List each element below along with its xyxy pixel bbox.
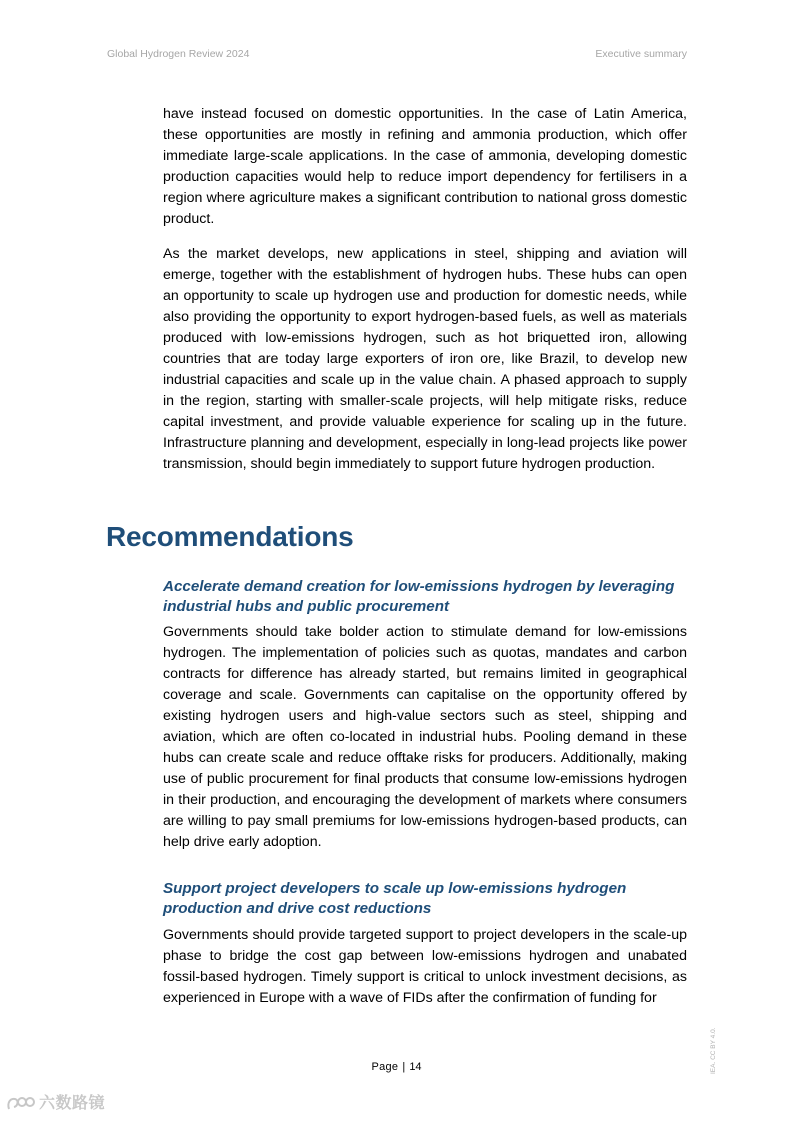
watermark	[6, 1094, 105, 1114]
running-header-title: Global Hydrogen Review 2024	[107, 48, 250, 60]
watermark-text: 六数路镜	[39, 1095, 106, 1112]
page-footer	[0, 1061, 793, 1074]
page-separator: |	[402, 1061, 406, 1073]
recommendation-1-text: Governments should take bolder action to stimulate demand for low-emissions hydrogen. The implementation of policies such as quotas, mandates and carbon contracts for difference has already started, but remains limited in geographical coverage and scale. Governments can capitalise on the opportunity offered by existing hydrogen users and high-value sectors such as steel, shipping and aviation, which are often co-located in industrial hubs. Pooling demand in these hubs can create scale and reduce offtake risks for producers. Additionally, making use of public procurement for final products that consume low-emissions hydrogen in their production, and encouraging the development of markets where consumers are willing to pay small premiums for low-emissions hydrogen-based products, can help drive early adoption.	[163, 624, 687, 850]
page-number: 14	[409, 1061, 422, 1073]
license-notice: IEA. CC BY 4.0.	[710, 1027, 717, 1074]
recommendation-2-heading: Support project developers to scale up low-emissions hydrogen production and drive cost reductions	[163, 880, 627, 917]
section-title-recommendations: Recommendations	[106, 521, 354, 552]
page-label: Page	[371, 1061, 399, 1073]
running-header-section: Executive summary	[595, 48, 687, 60]
body-paragraph-1: have instead focused on domestic opportunities. In the case of Latin America, these opportunities are mostly in refining and ammonia production, which offer immediate large-scale applications. In the case of ammonia, developing domestic production capacities would help to reduce import dependency for fertilisers in a region where agriculture makes a significant contribution to national gross domestic product.	[163, 106, 687, 227]
watermark-logo-icon	[6, 1094, 36, 1114]
recommendation-1-heading: Accelerate demand creation for low-emissions hydrogen by leveraging industrial hubs and public procurement	[163, 578, 675, 615]
recommendation-2-text: Governments should provide targeted support to project developers in the scale-up phase to bridge the cost gap between low-emissions hydrogen and unabated fossil-based hydrogen. Timely support is critical to unlock investment decisions, as experienced in Europe with a wave of FIDs after the confirmation of funding for	[163, 927, 687, 1006]
body-paragraph-2: As the market develops, new applications in steel, shipping and aviation will emerge, together with the establishment of hydrogen hubs. These hubs can open an opportunity to scale up hydrogen use and production for domestic needs, while also providing the opportunity to export hydrogen-based fuels, as well as materials produced with low-emissions hydrogen, such as hot briquetted iron, allowing countries that are today large exporters of iron ore, like Brazil, to develop new industrial capacities and scale up in the value chain. A phased approach to supply in the region, starting with smaller-scale projects, will help mitigate risks, reduce capital investment, and provide valuable experience for scaling up in the future. Infrastructure planning and development, especially in long-lead projects like power transmission, should begin immediately to support future hydrogen production.	[163, 246, 687, 472]
